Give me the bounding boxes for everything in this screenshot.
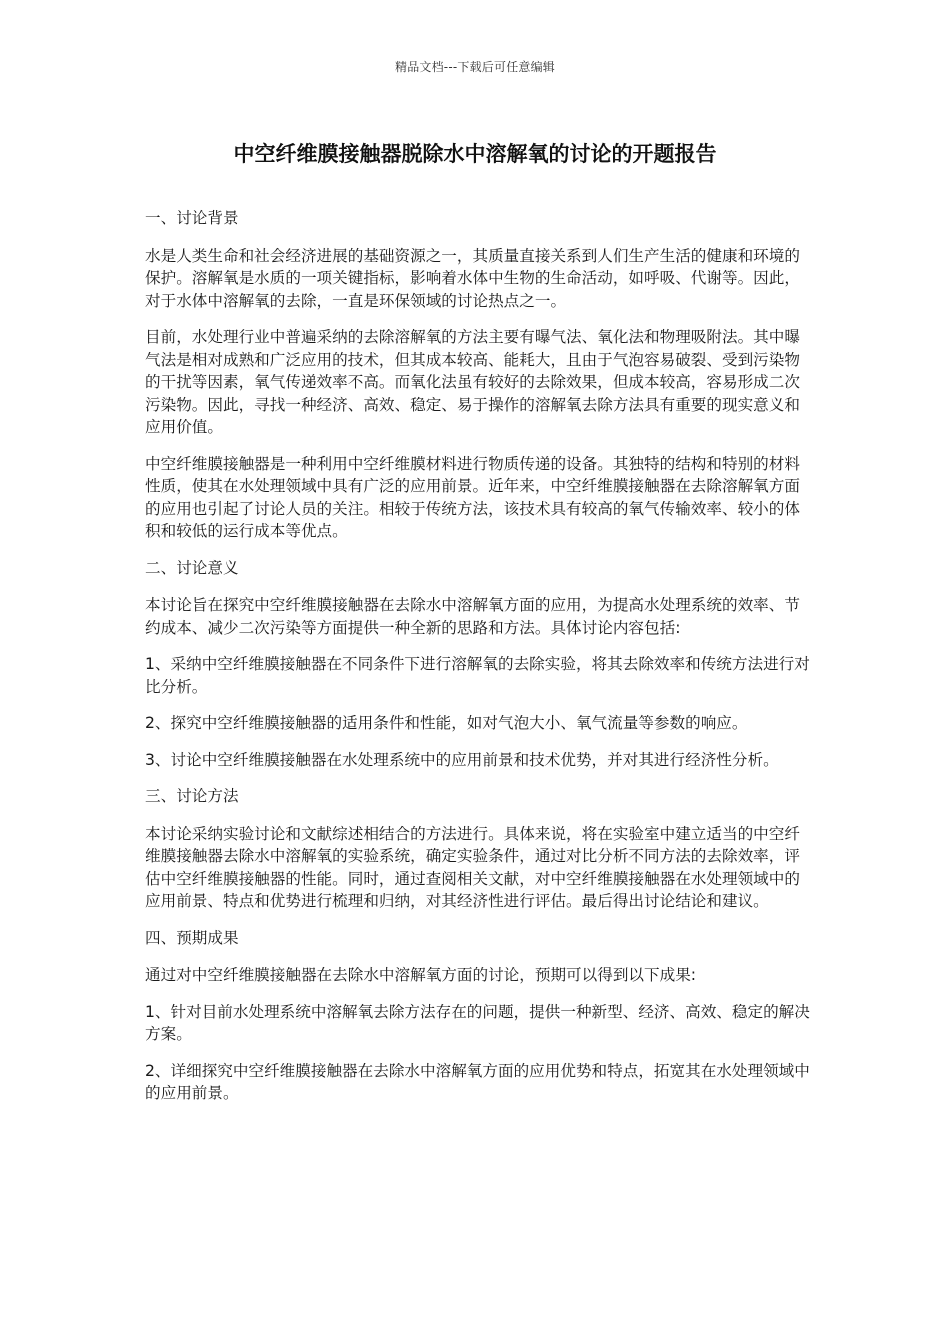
- list-item: 2、探究中空纤维膜接触器的适用条件和性能，如对气泡大小、氧气流量等参数的响应。: [145, 714, 748, 732]
- section-heading-method: 三、讨论方法: [145, 787, 239, 805]
- paragraph: 目前，水处理行业中普遍采纳的去除溶解氧的方法主要有曝气法、氧化法和物理吸附法。其中曝气法是相对成熟和广泛应用的技术，但其成本较高、能耗大，且由于气泡容易破裂、受到污染物的干扰等因素，氧气传递效率不高。而氧化法虽有较好的去除效果，但成本较高，容易形成二次污染物。因此，寻找一种经济、高效、稳定、易于操作的溶解氧去除方法具有重要的现实意义和应用价值。: [145, 328, 800, 436]
- page-header-note: 精品文档---下载后可任意编辑: [395, 60, 555, 74]
- section-heading-significance: 二、讨论意义: [145, 558, 239, 577]
- paragraph: 水是人类生命和社会经济进展的基础资源之一，其质量直接关系到人们生产生活的健康和环境的保护。溶解氧是水质的一项关键指标，影响着水体中生物的生命活动，如呼吸、代谢等。因此，对于水体中溶解氧的去除，一直是环保领域的讨论热点之一。: [145, 246, 800, 310]
- paragraph: 中空纤维膜接触器是一种利用中空纤维膜材料进行物质传递的设备。其独特的结构和特别的材料性质，使其在水处理领域中具有广泛的应用前景。近年来，中空纤维膜接触器在去除溶解氧方面的应用也引起了讨论人员的关注。相较于传统方法，该技术具有较高的氧气传输效率、较小的体积和较低的运行成本等优点。: [145, 454, 800, 540]
- list-item: 1、针对目前水处理系统中溶解氧去除方法存在的问题，提供一种新型、经济、高效、稳定的解决方案。: [145, 1002, 810, 1043]
- document-body: [145, 207, 815, 1119]
- paragraph: 本讨论旨在探究中空纤维膜接触器在去除水中溶解氧方面的应用，为提高水处理系统的效率、节约成本、减少二次污染等方面提供一种全新的思路和方法。具体讨论内容包括:: [145, 596, 800, 637]
- list-item: 1、采纳中空纤维膜接触器在不同条件下进行溶解氧的去除实验，将其去除效率和传统方法进行对比分析。: [145, 655, 810, 696]
- paragraph: 通过对中空纤维膜接触器在去除水中溶解氧方面的讨论，预期可以得到以下成果:: [145, 966, 697, 984]
- paragraph: 本讨论采纳实验讨论和文献综述相结合的方法进行。具体来说，将在实验室中建立适当的中空纤维膜接触器去除水中溶解氧的实验系统，确定实验条件，通过对比分析不同方法的去除效率，评估中空纤维膜接触器的性能。同时，通过查阅相关文献，对中空纤维膜接触器在水处理领域中的应用前景、特点和优势进行梳理和归纳，对其经济性进行评估。最后得出讨论结论和建议。: [145, 824, 800, 910]
- section-heading-background: 一、讨论背景: [145, 209, 239, 227]
- list-item: 3、讨论中空纤维膜接触器在水处理系统中的应用前景和技术优势，并对其进行经济性分析。: [145, 750, 779, 769]
- list-item: 2、详细探究中空纤维膜接触器在去除水中溶解氧方面的应用优势和特点，拓宽其在水处理领域中的应用前景。: [145, 1061, 810, 1102]
- section-heading-expected-results: 四、预期成果: [145, 928, 239, 947]
- document-title: 中空纤维膜接触器脱除水中溶解氧的讨论的开题报告: [233, 142, 717, 166]
